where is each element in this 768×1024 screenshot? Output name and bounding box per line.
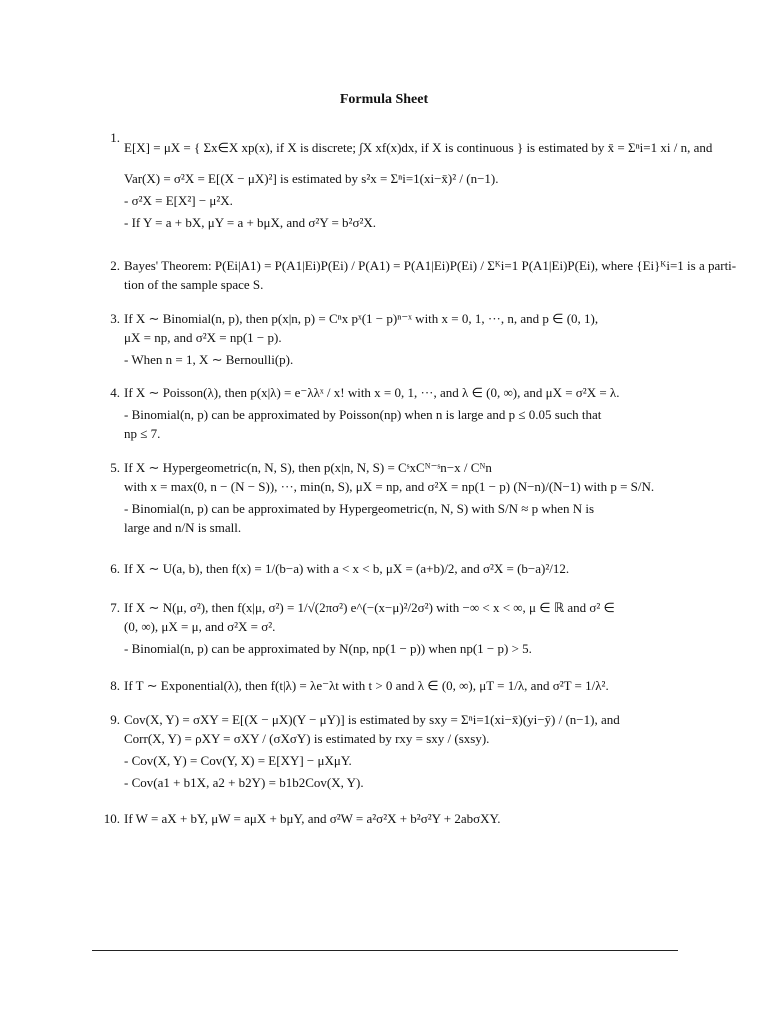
formula-line: with x = max(0, n − (N − S)), ···, min(n, S), μX = np, and σ²X = np(1 − p) (N−n)/(N−1) with p = S/N.	[124, 479, 655, 494]
formula-line: If W = aX + bY, μW = aμX + bμY, and σ²W = a²σ²X + b²σ²Y + 2abσXY.	[124, 811, 501, 826]
formula-line: - σ²X = E[X²] − μ²X.	[124, 193, 233, 208]
item-number: 7.	[110, 600, 120, 615]
formula-line: If X ∼ U(a, b), then f(x) = 1/(b−a) with a < x < b, μX = (a+b)/2, and σ²X = (b−a)²/12.	[124, 561, 570, 576]
formula-item-2	[100, 256, 737, 294]
formula-item-10	[100, 809, 680, 828]
formula-item-8	[100, 676, 680, 695]
formula-line: Cov(X, Y) = σXY = E[(X − μX)(Y − μY)] is estimated by sxy = Σⁿi=1(xi−x̄)(yi−ȳ) / (n−1), and	[124, 712, 620, 727]
formula-item-4	[100, 383, 680, 443]
formula-line: - Binomial(n, p) can be approximated by N(np, np(1 − p)) when np(1 − p) > 5.	[124, 641, 532, 656]
page-title: Formula Sheet	[339, 92, 429, 107]
formula-item-9	[100, 710, 680, 792]
formula-item-6	[100, 559, 680, 578]
item-number: 1.	[110, 130, 120, 145]
item-number: 6.	[110, 561, 120, 576]
formula-line: - If Y = a + bX, μY = a + bμX, and σ²Y = b²σ²X.	[124, 215, 377, 230]
item-number: 4.	[110, 385, 120, 400]
formula-line: - Binomial(n, p) can be approximated by Hypergeometric(n, N, S) with S/N ≈ p when N is	[124, 501, 595, 516]
formula-line: - Binomial(n, p) can be approximated by Poisson(np) when n is large and p ≤ 0.05 such that	[124, 407, 602, 422]
item-number: 8.	[110, 678, 120, 693]
footer-rule	[92, 950, 678, 951]
formula-line: If X ∼ Binomial(n, p), then p(x|n, p) = Cⁿx pˣ(1 − p)ⁿ⁻ˣ with x = 0, 1, ···, n, and p ∈ (0, 1),	[124, 311, 599, 326]
formula-line: np ≤ 7.	[124, 426, 161, 441]
formula-line: (0, ∞), μX = μ, and σ²X = σ².	[124, 619, 276, 634]
formula-line: If X ∼ Poisson(λ), then p(x|λ) = e⁻λλˣ / x! with x = 0, 1, ···, and λ ∈ (0, ∞), and μX = σ²X = λ.	[124, 385, 620, 400]
formula-line: Var(X) = σ²X = E[(X − μX)²] is estimated by s²x = Σⁿi=1(xi−x̄)² / (n−1).	[124, 171, 499, 186]
formula-line: If T ∼ Exponential(λ), then f(t|λ) = λe⁻λt with t > 0 and λ ∈ (0, ∞), μT = 1/λ, and σ²T = 1/λ².	[124, 678, 609, 693]
formula-line: If X ∼ N(μ, σ²), then f(x|μ, σ²) = 1/√(2πσ²) e^(−(x−μ)²/2σ²) with −∞ < x < ∞, μ ∈ ℝ and σ² ∈	[124, 600, 615, 615]
formula-line: Corr(X, Y) = ρXY = σXY / (σXσY) is estimated by rxy = sxy / (sxsy).	[124, 731, 490, 746]
formula-line: - Cov(a1 + b1X, a2 + b2Y) = b1b2Cov(X, Y).	[124, 775, 364, 790]
formula-line: E[X] = μX = { Σx∈X xp(x), if X is discrete; ∫X xf(x)dx, if X is continuous } is estimated by x̄ = Σⁿi=1 xi / n, and	[124, 140, 713, 155]
item-number: 3.	[110, 311, 120, 326]
formula-line: tion of the sample space S.	[124, 277, 264, 292]
formula-line: If X ∼ Hypergeometric(n, N, S), then p(x|n, N, S) = CˢxCᴺ⁻ˢn−x / Cᴺn	[124, 460, 492, 475]
item-number: 5.	[110, 460, 120, 475]
formula-item-3	[100, 309, 680, 369]
item-number: 2.	[110, 258, 120, 273]
formula-item-1	[100, 128, 713, 232]
formula-line: large and n/N is small.	[124, 520, 242, 535]
formula-item-5	[100, 458, 680, 537]
formula-line: μX = np, and σ²X = np(1 − p).	[124, 330, 282, 345]
formula-line: - Cov(X, Y) = Cov(Y, X) = E[XY] − μXμY.	[124, 753, 352, 768]
formula-line: - When n = 1, X ∼ Bernoulli(p).	[124, 352, 294, 367]
item-number: 9.	[110, 712, 120, 727]
formula-item-7	[100, 598, 680, 658]
formula-line: Bayes' Theorem: P(Ei|A1) = P(A1|Ei)P(Ei) / P(A1) = P(A1|Ei)P(Ei) / Σᴷi=1 P(A1|Ei)P(Ei), where {Ei}ᴷi=1 is a parti-	[124, 258, 737, 273]
item-number: 10.	[103, 811, 120, 826]
